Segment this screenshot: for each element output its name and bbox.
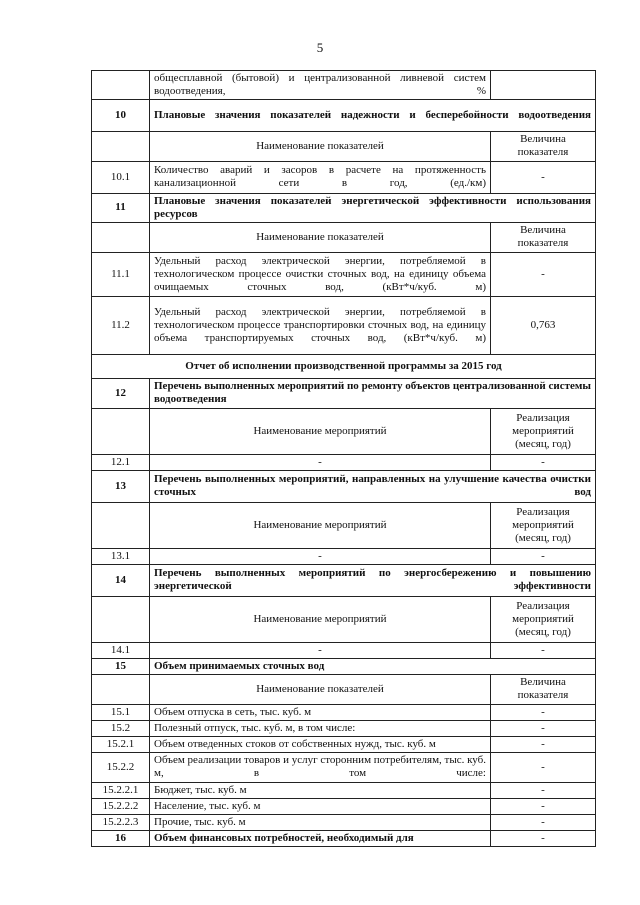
row-text: - (150, 454, 491, 470)
section-title: Объем финансовых потребностей, необходимый для (150, 830, 491, 846)
row-value: - (491, 454, 596, 470)
report-heading-row (92, 354, 596, 378)
section-row (92, 830, 596, 846)
table-row (92, 814, 596, 830)
section-number: 12 (92, 378, 150, 408)
header-name: Наименование показателей (150, 222, 491, 252)
header-name: Наименование мероприятий (150, 408, 491, 454)
section-title: Перечень выполненных мероприятий по энергосбережению и повышению энергетической эффективности (150, 564, 596, 596)
row-value: - (491, 798, 596, 814)
row-text: Объем отведенных стоков от собственных нужд, тыс. куб. м (150, 736, 491, 752)
header-name: Наименование показателей (150, 674, 491, 704)
row-number: 15.2.2.2 (92, 798, 150, 814)
row-value: - (491, 252, 596, 296)
section-title: Перечень выполненных мероприятий, направленных на улучшение качества очистки сточных вод (150, 470, 596, 502)
table-row (92, 252, 596, 296)
section-title: Плановые значения показателей надежности и бесперебойности водоотведения (150, 99, 596, 131)
row-text: Удельный расход электрической энергии, потребляемой в технологическом процессе очистки сточных вод, на единицу объема очищаемых сточных вод, (кВт*ч/куб. м) (150, 252, 491, 296)
row-value: - (491, 752, 596, 782)
row-value: - (491, 704, 596, 720)
table-row (92, 454, 596, 470)
row-value: - (491, 642, 596, 658)
section-title: Объем принимаемых сточных вод (150, 658, 596, 674)
section-row (92, 193, 596, 222)
row-text: Бюджет, тыс. куб. м (150, 782, 491, 798)
header-name: Наименование показателей (150, 131, 491, 161)
row-number: 11.2 (92, 296, 150, 354)
row-number: 15.2.2.3 (92, 814, 150, 830)
row-value (491, 71, 596, 100)
row-value: - (491, 161, 596, 193)
row-text: Удельный расход электрической энергии, потребляемой в технологическом процессе транспортировки сточных вод, на единицу объема транспортируемых сточных вод, (кВт*ч/куб. м) (150, 296, 491, 354)
row-value: - (491, 782, 596, 798)
row-number: 15.2.2 (92, 752, 150, 782)
table-row (92, 798, 596, 814)
header-row (92, 502, 596, 548)
header-name: Наименование мероприятий (150, 596, 491, 642)
row-text: Полезный отпуск, тыс. куб. м, в том числе: (150, 720, 491, 736)
header-row (92, 131, 596, 161)
header-value: Реализация мероприятий (месяц, год) (491, 502, 596, 548)
table-row (92, 161, 596, 193)
header-value: Реализация мероприятий (месяц, год) (491, 408, 596, 454)
section-number: 15 (92, 658, 150, 674)
row-number: 15.2.1 (92, 736, 150, 752)
table-row (92, 782, 596, 798)
row-text: Объем реализации товаров и услуг сторонним потребителям, тыс. куб. м, в том числе: (150, 752, 491, 782)
row-value: - (491, 720, 596, 736)
section-number: 16 (92, 830, 150, 846)
row-value: 0,763 (491, 296, 596, 354)
header-value: Величина показателя (491, 131, 596, 161)
header-name: Наименование мероприятий (150, 502, 491, 548)
row-text: Прочие, тыс. куб. м (150, 814, 491, 830)
table-row (92, 642, 596, 658)
section-row (92, 658, 596, 674)
table-row (92, 736, 596, 752)
row-number: 10.1 (92, 161, 150, 193)
row-number: 13.1 (92, 548, 150, 564)
section-row (92, 378, 596, 408)
header-value: Реализация мероприятий (месяц, год) (491, 596, 596, 642)
row-value: - (491, 736, 596, 752)
header-row (92, 408, 596, 454)
section-number: 11 (92, 193, 150, 222)
row-number: 15.2 (92, 720, 150, 736)
section-number: 14 (92, 564, 150, 596)
row-value: - (491, 814, 596, 830)
report-title: Отчет об исполнении производственной программы за 2015 год (92, 354, 596, 378)
table-row (92, 548, 596, 564)
row-text: Количество аварий и засоров в расчете на протяженность канализационной сети в год, (ед./км) (150, 161, 491, 193)
section-row (92, 470, 596, 502)
table-row (92, 720, 596, 736)
row-number: 12.1 (92, 454, 150, 470)
row-text: Население, тыс. куб. м (150, 798, 491, 814)
section-title: Перечень выполненных мероприятий по ремонту объектов централизованной системы водоотведения (150, 378, 596, 408)
row-text: - (150, 642, 491, 658)
row-text: Объем отпуска в сеть, тыс. куб. м (150, 704, 491, 720)
table-row (92, 71, 596, 100)
row-number: 14.1 (92, 642, 150, 658)
table-row (92, 296, 596, 354)
section-row (92, 99, 596, 131)
page-number: 5 (316, 40, 324, 55)
table-row (92, 752, 596, 782)
header-value: Величина показателя (491, 674, 596, 704)
row-value: - (491, 830, 596, 846)
header-row (92, 222, 596, 252)
header-row (92, 674, 596, 704)
header-row (92, 596, 596, 642)
row-text: общесплавной (бытовой) и централизованной ливневой систем водоотведения, % (150, 71, 491, 100)
program-table (91, 70, 596, 847)
section-row (92, 564, 596, 596)
row-number: 11.1 (92, 252, 150, 296)
row-value: - (491, 548, 596, 564)
header-value: Величина показателя (491, 222, 596, 252)
row-number: 15.1 (92, 704, 150, 720)
row-text: - (150, 548, 491, 564)
table-row (92, 704, 596, 720)
section-title: Плановые значения показателей энергетической эффективности использования ресурсов (150, 193, 596, 222)
section-number: 13 (92, 470, 150, 502)
row-number: 15.2.2.1 (92, 782, 150, 798)
section-number: 10 (92, 99, 150, 131)
